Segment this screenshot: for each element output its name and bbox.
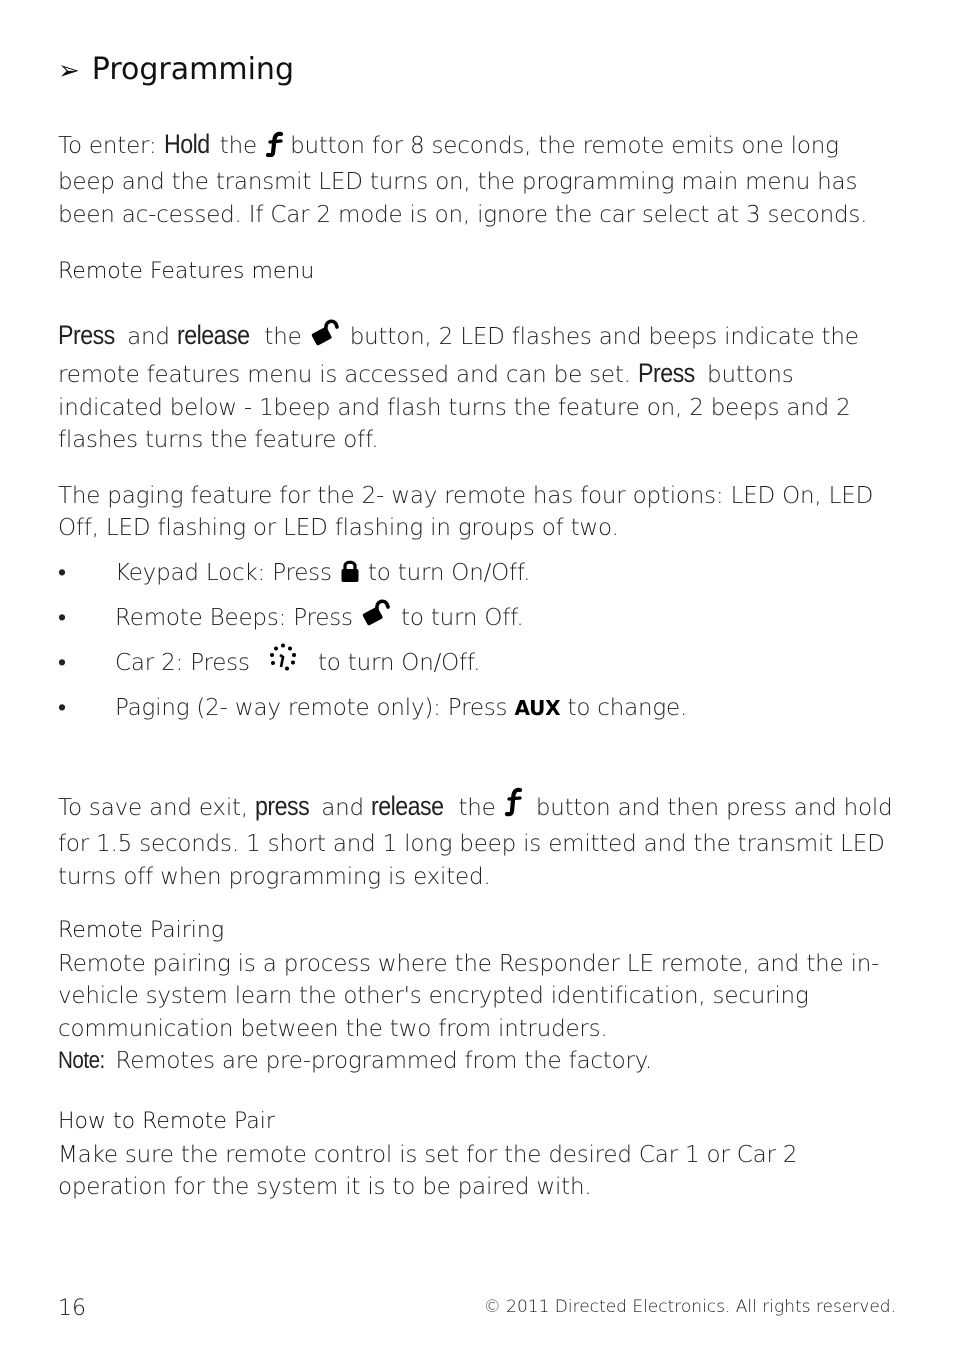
bullet: • [58, 650, 66, 676]
how-to-pair-heading: How to Remote Pair [58, 1109, 275, 1134]
rf-the: the [257, 324, 309, 350]
press-word: press [255, 791, 310, 821]
pairing-text: Remote pairing is a process where the Responder LE remote, and the in-vehicle system learn the other's encrypted identification, securing communication between the two from intruders. [58, 951, 880, 1042]
list-item-car-2 [58, 642, 896, 687]
rf-text2: buttons indicated below - 1beep and flash turns the feature on, 2 beeps and 2 flashes turns the feature off. [58, 362, 851, 453]
pairing-paragraph [58, 948, 896, 1077]
press-word-2: Press [637, 358, 695, 389]
bullet: • [58, 605, 66, 631]
save-rest: button and then press and hold for 1.5 seconds. 1 short and 1 long beep is emitted and the transmit LED turns off when programming is exited. [58, 795, 893, 890]
arrow-bullet-icon: ➢ [58, 56, 80, 86]
enter-intro: To enter: [58, 133, 164, 159]
save-and: and [314, 795, 371, 821]
release-word: release [370, 791, 444, 821]
press-word: Press [58, 320, 115, 350]
title-text: Programming [91, 52, 294, 87]
note-label: Note: [58, 1046, 105, 1074]
function-icon [503, 787, 529, 828]
save-exit-paragraph [58, 787, 896, 893]
release-word: release [176, 320, 250, 350]
remote-features-heading: Remote Features menu [58, 259, 315, 284]
rf-and: and [120, 324, 177, 350]
feature-text: Keypad Lock: Press [115, 560, 339, 586]
how-to-pair-paragraph: Make sure the remote control is set for the desired Car 1 or Car 2 operation for the system it is to be paired with. [58, 1142, 798, 1201]
car-select-icon [263, 642, 303, 688]
feature-text: Car 2: Press [115, 650, 257, 676]
lock-icon [339, 556, 361, 598]
feature-text-after: to turn Off. [393, 605, 524, 631]
unlock-icon [360, 597, 394, 643]
page-number: 16 [58, 1296, 86, 1321]
enter-the: the [212, 133, 265, 159]
paging-intro: The paging feature for the 2- way remote has four options: LED On, LED Off, LED flashing or LED flashing in groups of two. [58, 483, 874, 542]
list-item-paging [58, 687, 896, 732]
save-intro: To save and exit, [58, 795, 256, 821]
remote-features-paragraph [58, 318, 896, 456]
bullet: • [58, 695, 66, 721]
list-item-remote-beeps [58, 597, 896, 642]
note-text: Remotes are pre-programmed from the factory. [108, 1047, 652, 1074]
hold-word: Hold [163, 129, 210, 159]
feature-text: Paging (2- way remote only): Press [115, 695, 515, 721]
feature-text-after: to turn On/Off. [360, 560, 531, 586]
save-the: the [451, 795, 503, 821]
function-icon [264, 131, 290, 166]
copyright: © 2011 Directed Electronics. All rights reserved. [483, 1297, 896, 1317]
list-item-keypad-lock [58, 552, 896, 597]
feature-text-after: to turn On/Off. [310, 650, 481, 676]
feature-text-after: to change. [560, 695, 688, 721]
unlock-icon [309, 318, 343, 357]
feature-list [58, 552, 896, 732]
feature-text: Remote Beeps: Press [115, 605, 360, 631]
enter-rest: button for 8 seconds, the remote emits one long beep and the transmit LED turns on, the programming main menu has been ac-cessed. If Car 2 mode is on, ignore the car select at 3 seconds. [58, 133, 868, 228]
rf-text1: button, 2 LED flashes and beeps indicate the remote features menu is accessed and can be set. [58, 324, 859, 389]
enter-paragraph [58, 128, 896, 231]
aux-button-label: AUX [514, 696, 561, 720]
bullet: • [58, 560, 66, 586]
remote-pairing-heading: Remote Pairing [58, 918, 225, 943]
section-title [58, 52, 294, 87]
